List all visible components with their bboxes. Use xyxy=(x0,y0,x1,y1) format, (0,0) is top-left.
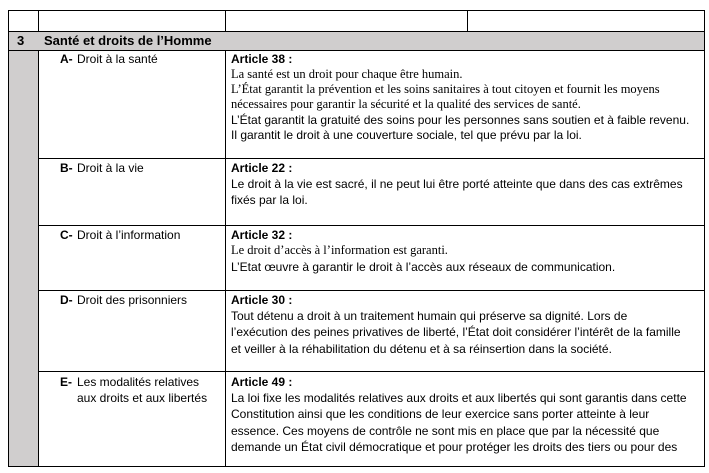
row-letter: B- xyxy=(60,161,73,175)
article-text-line: L’État garantit la gratuité des soins pour les personnes sans soutien et à faible revenu. xyxy=(231,113,690,127)
section-title: Santé et droits de l’Homme xyxy=(44,33,212,48)
section-number: 3 xyxy=(17,33,25,48)
row-label: Droit à la vie xyxy=(77,161,144,175)
row-label: aux droits et aux libertés xyxy=(77,391,208,405)
row-label: Les modalités relatives xyxy=(77,375,200,389)
article-text-line: Il garantit le droit à une couverture sociale, tel que prévu par la loi. xyxy=(231,128,582,142)
column-divider xyxy=(38,50,39,467)
article-heading: Article 38 : xyxy=(231,52,293,66)
row-label: Droit des prisonniers xyxy=(77,293,188,307)
column-divider xyxy=(38,10,39,31)
row-divider xyxy=(38,371,705,372)
row-divider xyxy=(8,50,705,51)
article-text-line: nécessaires pour garantir la sécurité et la qualité des services de santé. xyxy=(231,97,581,111)
article-text-line: Le droit d’accès à l’information est garanti. xyxy=(231,243,448,257)
row-divider xyxy=(38,225,705,226)
article-text-line: Le droit à la vie est sacré, il ne peut lui être porté atteinte que dans des cas extrêmes xyxy=(231,177,683,191)
article-heading: Article 49 : xyxy=(231,375,293,389)
row-letter: A- xyxy=(60,52,73,66)
table-border-bottom xyxy=(8,466,705,467)
column-divider xyxy=(467,10,468,31)
article-heading: Article 22 : xyxy=(231,161,293,175)
row-letter: C- xyxy=(60,228,73,242)
row-divider xyxy=(38,290,705,291)
article-text-line: Constitution ainsi que les conditions de leur exercice sans porter atteinte à leur xyxy=(231,407,650,421)
article-text-line: L’État garantit la prévention et les soins sanitaires à tout citoyen et fournit les moyens xyxy=(231,82,660,96)
table-border-left xyxy=(8,10,9,467)
section-number-column xyxy=(8,50,38,467)
article-text-line: L’Etat œuvre à garantir le droit à l’accès aux réseaux de communication. xyxy=(231,260,616,274)
row-divider xyxy=(38,158,705,159)
article-text-line: l’exécution des peines privatives de liberté, l’État doit considérer l’intérêt de la famille xyxy=(231,325,681,339)
table-border-top xyxy=(8,10,705,11)
article-text-line: demande un État civil démocratique et pour protéger les droits des tiers ou pour des xyxy=(231,440,678,454)
row-letter: E- xyxy=(60,375,72,389)
article-text-line: La loi fixe les modalités relatives aux droits et aux libertés qui sont garantis dans cette xyxy=(231,391,687,405)
article-heading: Article 32 : xyxy=(231,228,293,242)
row-label: Droit à la santé xyxy=(77,52,158,66)
column-divider xyxy=(225,50,226,467)
article-text-line: fixés par la loi. xyxy=(231,193,308,207)
row-letter: D- xyxy=(60,293,73,307)
article-heading: Article 30 : xyxy=(231,293,293,307)
row-label: Droit à l’information xyxy=(77,228,181,242)
article-text-line: La santé est un droit pour chaque être humain. xyxy=(231,67,463,81)
article-text-line: et veiller à la réhabilitation du détenu et à sa réinsertion dans la société. xyxy=(231,342,612,356)
table-border-right xyxy=(704,10,705,467)
row-divider xyxy=(8,31,705,32)
article-text-line: essence. Ces moyens de contrôle ne sont mis en place que par la nécessité que xyxy=(231,424,660,438)
article-text-line: Tout détenu a droit à un traitement humain qui préserve sa dignité. Lors de xyxy=(231,309,628,323)
column-divider xyxy=(225,10,226,31)
